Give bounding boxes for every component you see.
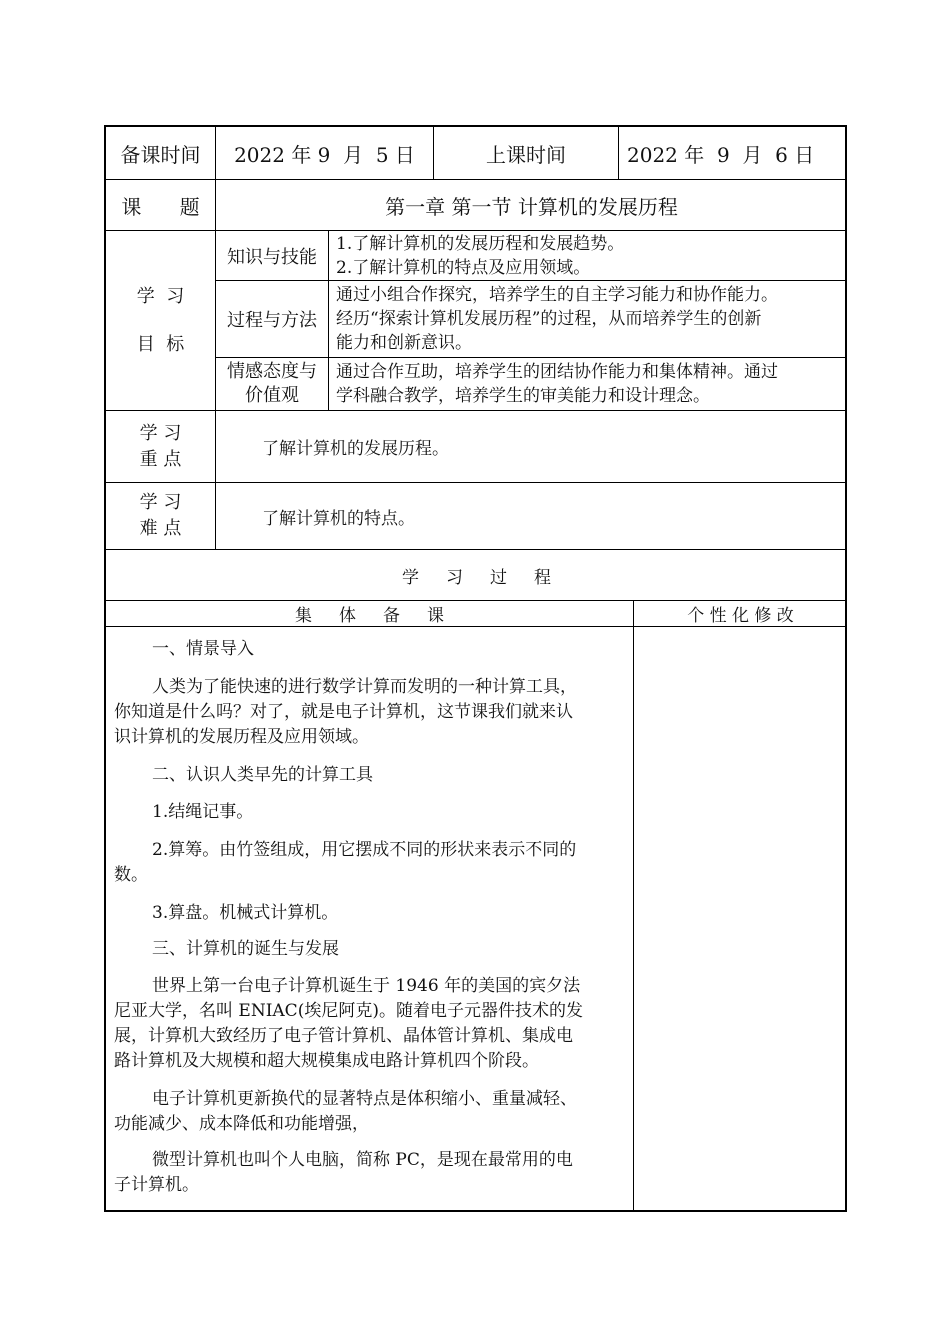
objective-category-line1: 情感态度与 bbox=[227, 361, 317, 382]
key-points-label bbox=[106, 411, 215, 482]
lesson-line: 电子计算机更新换代的显著特点是体积缩小、重量减轻、 bbox=[152, 1089, 577, 1109]
personal-revision-header: 个 性 化 修 改 bbox=[687, 606, 794, 626]
objective-line: 经历“探索计算机发展历程”的过程，从而培养学生的创新 bbox=[336, 309, 762, 329]
difficult-points-label bbox=[106, 483, 215, 549]
lesson-line: 三、计算机的诞生与发展 bbox=[152, 939, 339, 959]
difficult-points-label-line2: 难 点 bbox=[139, 518, 182, 539]
objective-line: 能力和创新意识。 bbox=[336, 333, 472, 353]
lesson-line: 人类为了能快速的进行数学计算而发明的一种计算工具， bbox=[152, 677, 577, 697]
objectives-label bbox=[106, 231, 215, 410]
lesson-line: 子计算机。 bbox=[114, 1175, 199, 1195]
objective-text-attitude bbox=[336, 358, 844, 410]
lesson-line: 功能减少、成本降低和功能增强， bbox=[114, 1114, 369, 1134]
lesson-line: 尼亚大学，名叫 ENIAC(埃尼阿克)。随着电子元器件技术的发 bbox=[114, 1001, 583, 1021]
collective-prep-content bbox=[106, 627, 633, 1212]
objective-line: 2.了解计算机的特点及应用领域。 bbox=[336, 258, 591, 278]
objective-text-process bbox=[336, 281, 844, 357]
lesson-line: 一、情景导入 bbox=[152, 639, 254, 659]
lesson-line: 微型计算机也叫个人电脑，简称 PC，是现在最常用的电 bbox=[152, 1150, 573, 1170]
class-date: 2022 年 9 月 6 日 bbox=[627, 142, 815, 167]
lesson-paragraph bbox=[114, 974, 626, 1074]
lesson-plan-table bbox=[104, 125, 847, 1212]
topic-value: 第一章 第一节 计算机的发展历程 bbox=[385, 194, 678, 219]
lesson-paragraph bbox=[114, 937, 626, 962]
lesson-line: 展，计算机大致经历了电子管计算机、晶体管计算机、集成电 bbox=[114, 1026, 573, 1046]
process-title: 学 习 过 程 bbox=[401, 567, 552, 588]
personal-revision-area[interactable] bbox=[634, 627, 847, 1212]
objective-line: 1.了解计算机的发展历程和发展趋势。 bbox=[336, 234, 625, 254]
lesson-line: 数。 bbox=[114, 865, 148, 885]
lesson-paragraph bbox=[114, 838, 626, 888]
key-points-label-line2: 重 点 bbox=[139, 448, 182, 470]
difficult-points-value: 了解计算机的特点。 bbox=[262, 508, 415, 529]
lesson-line: 识计算机的发展历程及应用领域。 bbox=[114, 727, 369, 747]
objective-line: 学科融合教学，培养学生的审美能力和设计理念。 bbox=[336, 386, 710, 406]
key-points-value: 了解计算机的发展历程。 bbox=[262, 439, 449, 459]
lesson-paragraph bbox=[114, 763, 626, 788]
difficult-points-label-line1: 学 习 bbox=[139, 492, 182, 513]
objective-category-line2: 价值观 bbox=[245, 385, 299, 406]
objectives-label-line2: 目 标 bbox=[136, 333, 185, 355]
prep-time-label: 备课时间 bbox=[120, 142, 201, 167]
objective-line: 通过小组合作探究，培养学生的自主学习能力和协作能力。 bbox=[336, 285, 778, 305]
lesson-line: 3.算盘。机械式计算机。 bbox=[152, 903, 339, 923]
lesson-line: 世界上第一台电子计算机诞生于 1946 年的美国的宾夕法 bbox=[152, 976, 581, 996]
objective-text-knowledge bbox=[336, 231, 844, 280]
objective-category-process: 过程与方法 bbox=[227, 310, 317, 331]
class-time-label: 上课时间 bbox=[486, 142, 566, 167]
prep-date: 2022 年 9 月 5 日 bbox=[234, 142, 415, 167]
lesson-paragraph bbox=[114, 1087, 626, 1137]
lesson-paragraph bbox=[114, 675, 626, 750]
lesson-paragraph bbox=[114, 901, 626, 926]
key-points-label-line1: 学 习 bbox=[139, 422, 182, 444]
col-divider bbox=[328, 230, 329, 410]
topic-label: 课 题 bbox=[121, 194, 200, 219]
collective-prep-header: 集 体 备 课 bbox=[294, 606, 445, 626]
lesson-line: 2.算筹。由竹签组成，用它摆成不同的形状来表示不同的 bbox=[152, 840, 577, 860]
lesson-line: 二、认识人类早先的计算工具 bbox=[152, 765, 373, 785]
objectives-label-line1: 学 习 bbox=[136, 285, 185, 307]
objective-category-attitude bbox=[216, 358, 328, 410]
lesson-line: 你知道是什么吗？对了，就是电子计算机，这节课我们就来认 bbox=[114, 702, 573, 722]
lesson-paragraph bbox=[114, 1148, 626, 1198]
lesson-paragraph bbox=[114, 637, 626, 662]
objective-line: 通过合作互助，培养学生的团结协作能力和集体精神。通过 bbox=[336, 362, 778, 382]
lesson-paragraph bbox=[114, 800, 626, 825]
lesson-line: 1.结绳记事。 bbox=[152, 802, 254, 822]
lesson-line: 路计算机及大规模和超大规模集成电路计算机四个阶段。 bbox=[114, 1051, 539, 1071]
objective-category-knowledge: 知识与技能 bbox=[227, 246, 317, 268]
